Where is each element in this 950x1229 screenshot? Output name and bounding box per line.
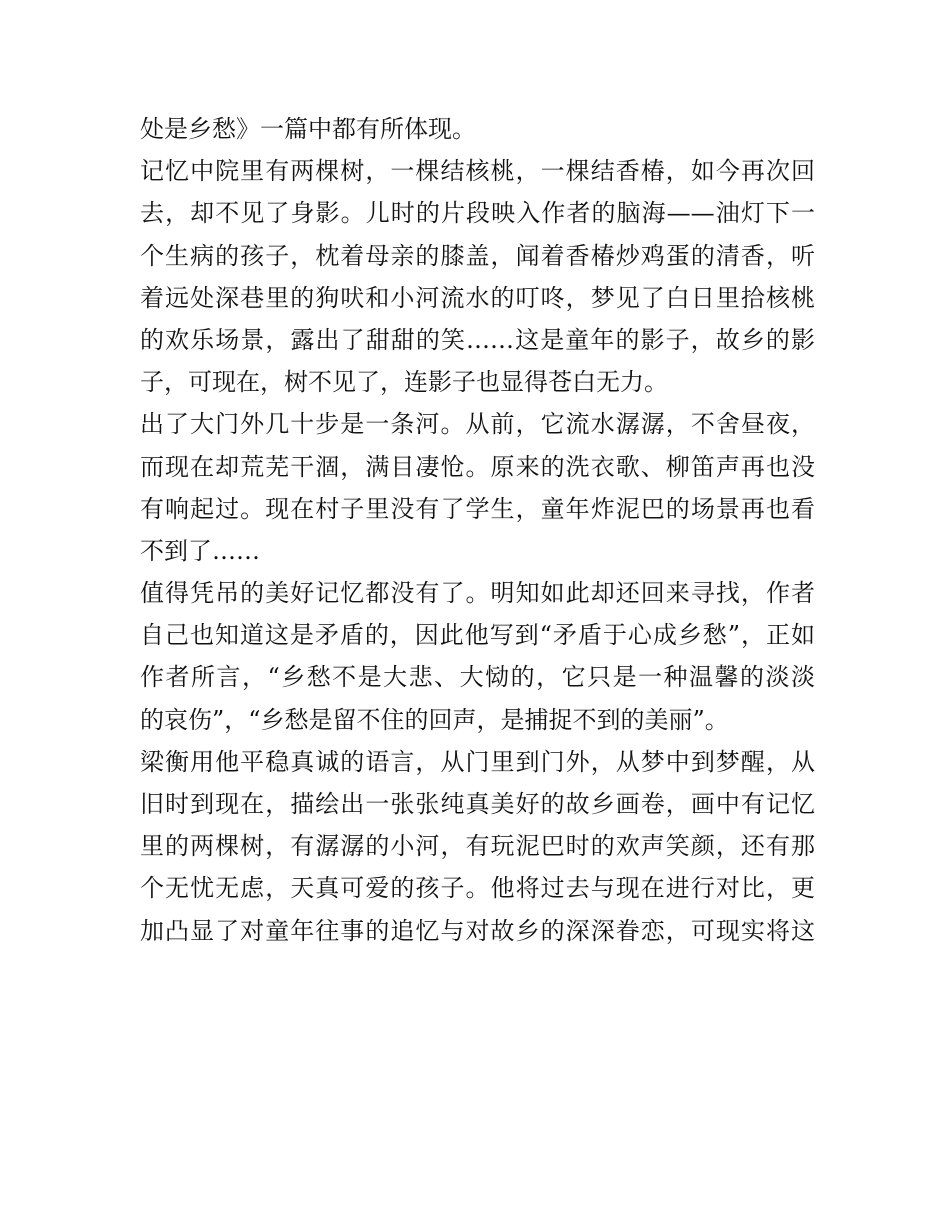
text-line: 有响起过。现在村子里没有了学生，童年炸泥巴的场景再也看 [140,494,815,523]
text-line: 去，却不见了身影。儿时的片段映入作者的脑海——油灯下一 [140,199,815,228]
text-line: 出了大门外几十步是一条河。从前，它流水潺潺，不舍昼夜， [140,410,815,439]
text-line: 加凸显了对童年往事的追忆与对故乡的深深眷恋，可现实将这 [140,916,815,945]
text-line: 的欢乐场景，露出了甜甜的笑……这是童年的影子，故乡的影 [140,325,815,354]
text-line: 自己也知道这是矛盾的，因此他写到“矛盾于心成乡愁”，正如 [140,621,815,650]
text-line: 个无忧无虑，天真可爱的孩子。他将过去与现在进行对比，更 [140,874,815,903]
text-line: 而现在却荒芜干涸，满目凄怆。原来的洗衣歌、柳笛声再也没 [140,452,815,481]
text-line: 不到了…… [140,536,260,565]
text-line: 处是乡愁》一篇中都有所体现。 [140,115,476,143]
text-line: 旧时到现在，描绘出一张张纯真美好的故乡画卷，画中有记忆 [140,790,815,818]
text-line: 记忆中院里有两棵树，一棵结核桃，一棵结香椿，如今再次回 [140,157,815,186]
text-line: 子，可现在，树不见了，连影子也显得苍白无力。 [140,368,668,397]
text-line: 着远处深巷里的狗吠和小河流水的叮咚，梦见了白日里拾核桃 [140,283,815,312]
text-line: 梁衡用他平稳真诚的语言，从门里到门外，从梦中到梦醒，从 [140,747,815,776]
text-line: 个生病的孩子，枕着母亲的膝盖，闻着香椿炒鸡蛋的清香，听 [140,241,815,270]
text-line: 里的两棵树，有潺潺的小河，有玩泥巴时的欢声笑颜，还有那 [140,832,815,861]
text-line: 作者所言，“乡愁不是大悲、大恸的，它只是一种温馨的淡淡 [140,663,815,692]
text-line: 值得凭吊的美好记忆都没有了。明知如此却还回来寻找，作者 [140,579,815,608]
body-text [140,108,815,952]
text-line: 的哀伤”，“乡愁是留不住的回声，是捕捉不到的美丽”。 [140,705,729,734]
